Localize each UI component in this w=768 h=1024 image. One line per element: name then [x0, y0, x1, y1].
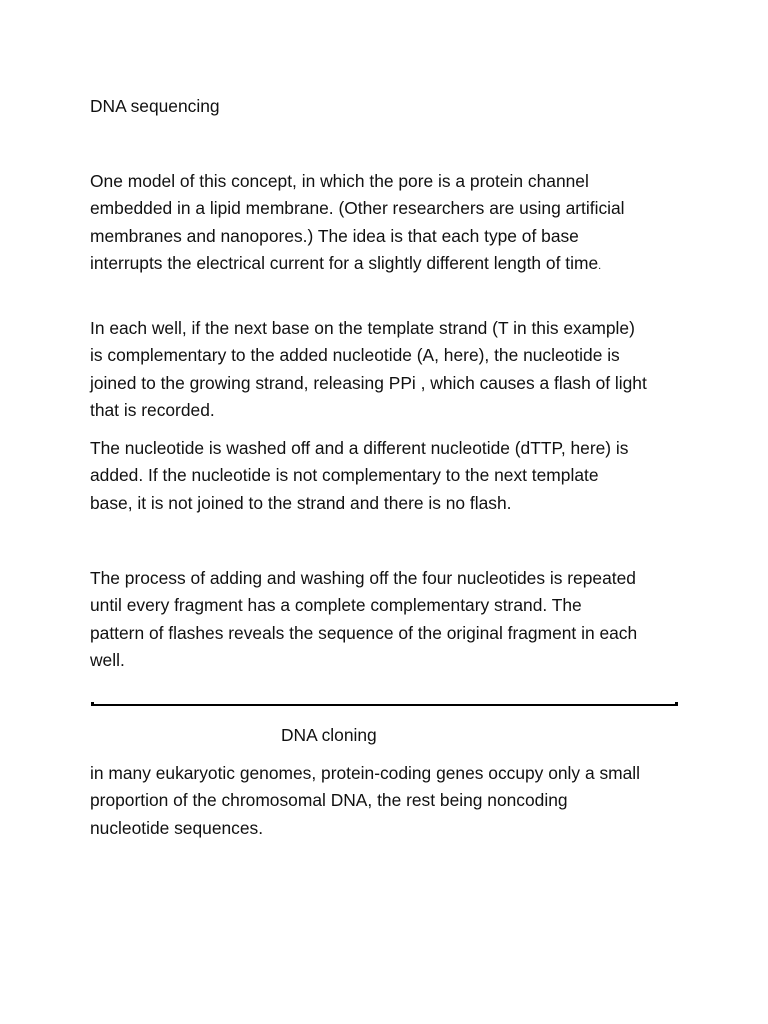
paragraph-nanopore-model [90, 168, 690, 280]
section-heading-dna-sequencing: DNA sequencing [90, 96, 220, 116]
divider-end-mark-left [91, 702, 94, 706]
section-heading-dna-cloning: DNA cloning [281, 725, 377, 745]
horizontal-divider [91, 704, 678, 706]
paragraph-end-mark: . [598, 259, 602, 272]
paragraph-process-repeated: The process of adding and washing off the four nucleotides is repeated until every fragment has a complete complementary strand. The pattern of flashes reveals the sequence of the original fragment in each well. [90, 568, 638, 670]
paragraph-nucleotide-washed: The nucleotide is washed off and a different nucleotide (dTTP, here) is added. If the nucleotide is not complementary to the next template base, it is not joined to the strand and there is no flash. [90, 438, 629, 513]
divider-end-mark-right [675, 702, 678, 706]
paragraph-eukaryotic-genomes: in many eukaryotic genomes, protein-coding genes occupy only a small proportion of the chromosomal DNA, the rest being noncoding nucleotide sequences. [90, 763, 641, 838]
paragraph-well-reaction: In each well, if the next base on the template strand (T in this example) is complementary to the added nucleotide (A, here), the nucleotide is joined to the growing strand, releasing PPi , which causes a flash of light that is recorded. [90, 318, 647, 420]
paragraph-nanopore-model-text: One model of this concept, in which the pore is a protein channel embedded in a lipid membrane. (Other researchers are using artificial membranes and nanopores.) The idea is that each type of base interrupts the electrical current for a slightly different length of time [90, 171, 625, 273]
